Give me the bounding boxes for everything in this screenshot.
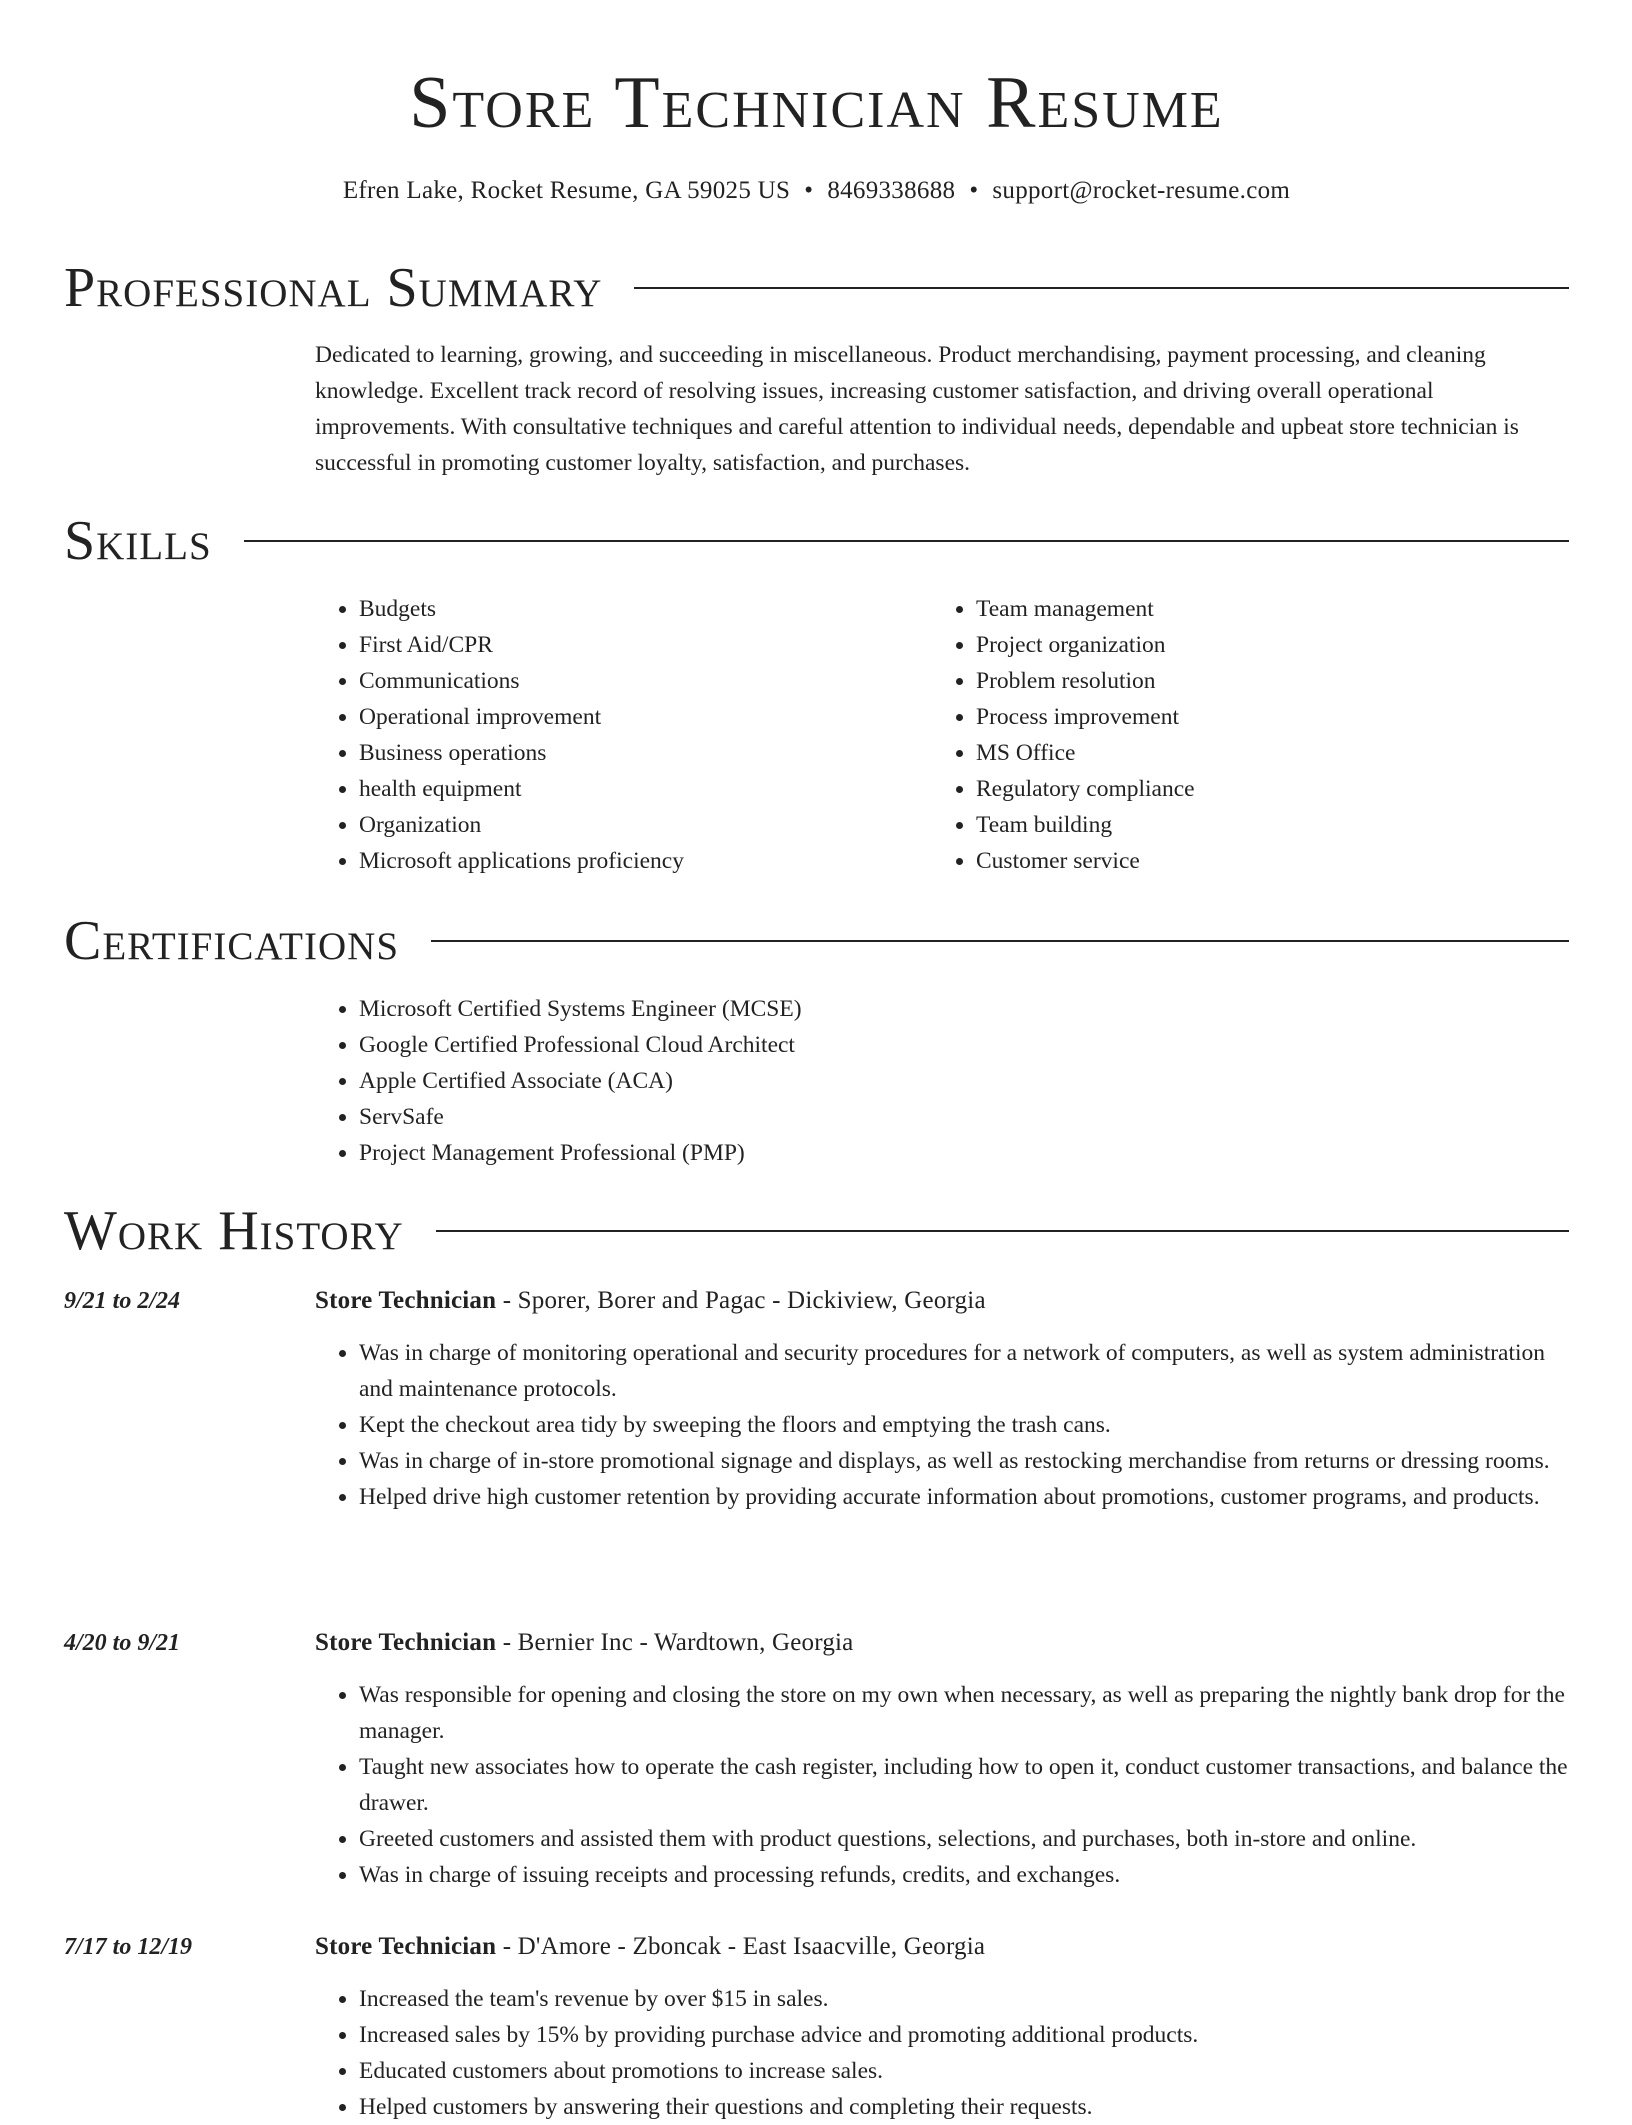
job-bullet: • Was in charge of issuing receipts and processing refunds, credits, and exchanges.	[359, 1857, 1569, 1893]
skills-list-right	[932, 591, 1549, 879]
job-bullet: • Greeted customers and assisted them with product questions, selections, and purchases, both in-store and online.	[359, 1821, 1569, 1857]
job-bullets	[315, 1335, 1569, 1515]
skills-heading: Skills	[64, 510, 212, 572]
job-bullet: • Was in charge of monitoring operational and security procedures for a network of computers, as well as system administration and maintenance protocols.	[359, 1335, 1569, 1407]
skill-item: • Project organization	[976, 627, 1549, 663]
skill-item: • Team management	[976, 591, 1549, 627]
certifications-heading: Certifications	[64, 910, 400, 972]
work-history-section-header	[64, 1201, 1569, 1261]
job-bullet: • Helped customers by answering their questions and completing their requests.	[359, 2089, 1569, 2125]
contact-line	[64, 175, 1569, 207]
certifications-body	[315, 991, 1569, 1171]
contact-separator: •	[804, 177, 814, 204]
section-divider	[436, 1230, 1569, 1232]
skill-item: • Operational improvement	[359, 699, 932, 735]
certification-item: • ServSafe	[359, 1099, 1569, 1135]
job-heading	[315, 1929, 985, 1965]
job-bullet: • Was responsible for opening and closing the store on my own when necessary, as well as preparing the nightly bank drop for the manager.	[359, 1677, 1569, 1749]
resume-title: Store Technician Resume	[409, 62, 1224, 144]
job-bullet: • Increased sales by 15% by providing purchase advice and promoting additional products.	[359, 2017, 1569, 2053]
skill-item: • Process improvement	[976, 699, 1549, 735]
job-dates: 4/20 to 9/21	[64, 1630, 181, 1656]
job-bullets	[315, 1981, 1569, 2125]
certification-item: • Google Certified Professional Cloud Architect	[359, 1027, 1569, 1063]
job-details: - Bernier Inc - Wardtown, Georgia	[496, 1629, 854, 1656]
skill-item: • MS Office	[976, 735, 1549, 771]
skill-item: • Regulatory compliance	[976, 771, 1549, 807]
job-heading	[315, 1625, 853, 1661]
job-details: - Sporer, Borer and Pagac - Dickiview, Georgia	[496, 1287, 986, 1314]
job-bullet: • Increased the team's revenue by over $15 in sales.	[359, 1981, 1569, 2017]
skills-section-header	[64, 511, 1569, 571]
certification-item: • Apple Certified Associate (ACA)	[359, 1063, 1569, 1099]
summary-text: Dedicated to learning, growing, and succeeding in miscellaneous. Product merchandising, payment processing, and cleaning knowledge. Excellent track record of resolving issues, increasing customer satisfaction, and driving overall operational improvements. With consultative techniques and careful attention to individual needs, dependable and upbeat store technician is successful in promoting customer loyalty, satisfaction, and purchases.	[315, 342, 1519, 476]
job-bullet: • Educated customers about promotions to increase sales.	[359, 2053, 1569, 2089]
skill-item: • Business operations	[359, 735, 932, 771]
certification-item: • Project Management Professional (PMP)	[359, 1135, 1569, 1171]
summary-section-header	[64, 258, 1569, 318]
job-bullet: • Helped drive high customer retention by providing accurate information about promotions, customer programs, and products.	[359, 1479, 1569, 1515]
job-heading	[315, 1283, 986, 1319]
job-role: Store Technician	[315, 1287, 497, 1314]
contact-email: support@rocket-resume.com	[992, 177, 1291, 204]
skill-item: • Organization	[359, 807, 932, 843]
certifications-section-header	[64, 911, 1569, 971]
skills-list-left	[315, 591, 932, 879]
job-role: Store Technician	[315, 1629, 497, 1656]
skill-item: • Customer service	[976, 843, 1549, 879]
certifications-list	[315, 991, 1569, 1171]
job-bullet: • Was in charge of in-store promotional signage and displays, as well as restocking merchandise from returns or dressing rooms.	[359, 1443, 1569, 1479]
skills-body	[315, 591, 1569, 879]
certification-item: • Microsoft Certified Systems Engineer (MCSE)	[359, 991, 1569, 1027]
skill-item: • Budgets	[359, 591, 932, 627]
job-bullets	[315, 1677, 1569, 1893]
section-divider	[431, 940, 1569, 942]
skill-item: • Microsoft applications proficiency	[359, 843, 932, 879]
skill-item: • Team building	[976, 807, 1549, 843]
job-details: - D'Amore - Zboncak - East Isaacville, Georgia	[496, 1933, 986, 1960]
job-dates: 9/21 to 2/24	[64, 1288, 181, 1314]
skill-item: • Communications	[359, 663, 932, 699]
section-divider	[634, 287, 1569, 289]
job-bullet: • Kept the checkout area tidy by sweeping the floors and emptying the trash cans.	[359, 1407, 1569, 1443]
skill-item: • First Aid/CPR	[359, 627, 932, 663]
skill-item: • health equipment	[359, 771, 932, 807]
contact-address: Efren Lake, Rocket Resume, GA 59025 US	[342, 177, 791, 204]
contact-separator: •	[969, 177, 979, 204]
job-bullet: • Taught new associates how to operate the cash register, including how to open it, conduct customer transactions, and balance the drawer.	[359, 1749, 1569, 1821]
contact-phone: 8469338688	[827, 177, 956, 204]
job-role: Store Technician	[315, 1933, 497, 1960]
skill-item: • Problem resolution	[976, 663, 1549, 699]
work-history-heading: Work History	[64, 1200, 404, 1262]
summary-heading: Professional Summary	[64, 257, 603, 319]
summary-body	[315, 337, 1569, 481]
job-dates: 7/17 to 12/19	[64, 1934, 193, 1960]
section-divider	[244, 540, 1569, 542]
skills-grid	[315, 591, 1569, 879]
